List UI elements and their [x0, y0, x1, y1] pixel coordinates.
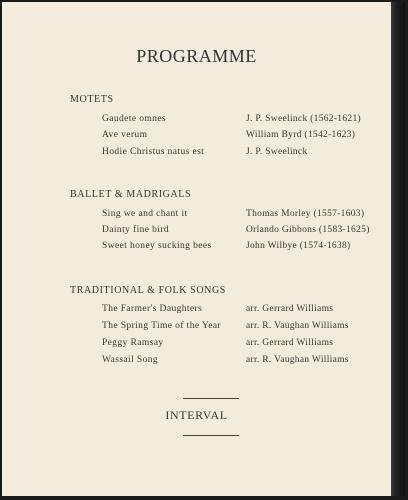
composer-name: J. P. Sweelinck (1562-1621): [246, 114, 361, 124]
programme-row: [2, 209, 391, 223]
composer-name: Orlando Gibbons (1583-1625): [246, 225, 370, 235]
piece-title: The Spring Time of the Year: [102, 321, 221, 331]
composer-name: arr. R. Vaughan Williams: [246, 355, 349, 365]
binding-edge: [391, 2, 405, 496]
programme-row: [2, 114, 391, 128]
piece-title: Sweet honey sucking bees: [102, 241, 212, 251]
programme-row: [2, 355, 391, 369]
programme-row: [2, 241, 391, 255]
composer-name: John Wilbye (1574-1638): [246, 241, 351, 251]
programme-row: [2, 147, 391, 161]
divider-bottom: [183, 435, 239, 436]
piece-title: Wassail Song: [102, 355, 159, 365]
programme-row: [2, 130, 391, 144]
piece-title: Sing we and chant it: [102, 209, 188, 219]
section-heading-motets: MOTETS: [70, 94, 114, 105]
composer-name: William Byrd (1542-1623): [246, 130, 356, 140]
programme-row: [2, 225, 391, 239]
interval-label: INTERVAL: [165, 408, 228, 422]
composer-name: Thomas Morley (1557-1603): [246, 209, 365, 219]
section-heading-traditional-folk: TRADITIONAL & FOLK SONGS: [70, 285, 226, 296]
piece-title: Hodie Christus natus est: [102, 147, 205, 157]
piece-title: The Farmer's Daughters: [102, 304, 203, 314]
programme-row: [2, 304, 391, 318]
composer-name: J. P. Sweelinck: [246, 147, 308, 157]
piece-title: Ave verum: [102, 130, 148, 140]
composer-name: arr. R. Vaughan Williams: [246, 321, 349, 331]
programme-page: [2, 2, 391, 496]
page-title: PROGRAMME: [136, 46, 257, 66]
piece-title: Peggy Ramsay: [102, 338, 164, 348]
composer-name: arr. Gerrard Williams: [246, 304, 334, 314]
programme-row: [2, 338, 391, 352]
composer-name: arr. Gerrard Williams: [246, 338, 334, 348]
divider-top: [183, 398, 239, 399]
piece-title: Dainty fine bird: [102, 225, 170, 235]
section-heading-ballet-madrigals: BALLET & MADRIGALS: [70, 189, 192, 200]
programme-row: [2, 321, 391, 335]
piece-title: Gaudete omnes: [102, 114, 167, 124]
